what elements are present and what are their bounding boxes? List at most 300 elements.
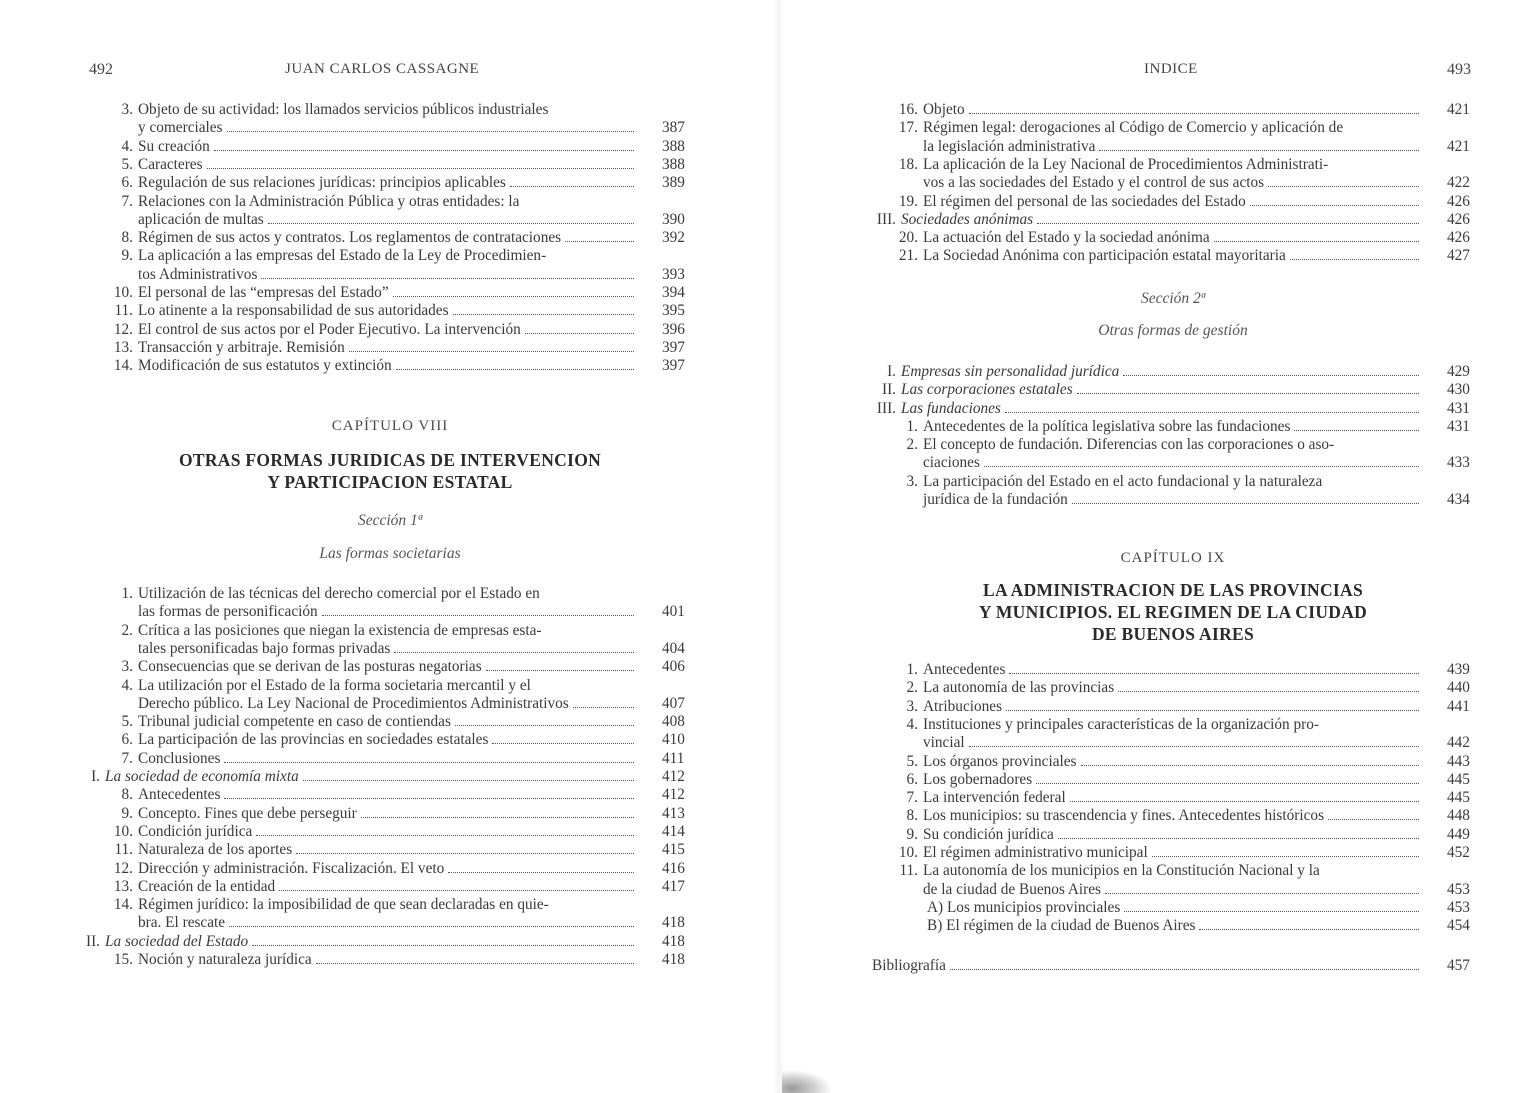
leader-dots bbox=[1009, 673, 1419, 674]
chapter-title: OTRAS FORMAS JURIDICAS DE INTERVENCION bbox=[178, 450, 602, 470]
entry-title: Sociedades anónimas bbox=[901, 210, 1034, 228]
toc-entry bbox=[906, 661, 1470, 679]
entry-number: 2. bbox=[906, 679, 918, 697]
entry-number: I. bbox=[91, 768, 100, 785]
leader-dots bbox=[1268, 186, 1419, 187]
leader-dots bbox=[950, 969, 1419, 970]
entry-title: las formas de personificación bbox=[138, 603, 318, 621]
entry-title: y comerciales bbox=[138, 119, 223, 137]
leader-dots bbox=[393, 296, 634, 297]
entry-page: 431 bbox=[1447, 399, 1470, 417]
entry-page: 452 bbox=[1447, 844, 1470, 861]
leader-dots bbox=[214, 150, 634, 151]
entry-number: 11. bbox=[114, 841, 133, 859]
entry-page: 421 bbox=[1447, 101, 1470, 118]
entry-text-line: La aplicación de la Ley Nacional de Procedimientos Administrati- bbox=[923, 155, 1329, 173]
right-page bbox=[768, 0, 1536, 1093]
entry-page: 443 bbox=[1447, 752, 1470, 770]
entry-number: 4. bbox=[906, 715, 918, 733]
entry-title: Los órganos provinciales bbox=[923, 752, 1077, 770]
entry-text-line: Utilización de las técnicas del derecho comercial por el Estado en bbox=[138, 585, 540, 602]
entry-title: Empresas sin personalidad jurídica bbox=[901, 363, 1120, 380]
section-title: Las formas societarias bbox=[319, 545, 461, 562]
section-label: Sección 2ª bbox=[1140, 290, 1206, 307]
leader-dots bbox=[453, 314, 634, 315]
toc-entry bbox=[121, 621, 685, 659]
leader-dots bbox=[279, 890, 634, 891]
entry-page: 426 bbox=[1447, 229, 1470, 247]
entry-title: la legislación administrativa bbox=[923, 137, 1096, 155]
entry-title: bra. El rescate bbox=[138, 914, 226, 932]
entry-number: 17. bbox=[898, 119, 918, 137]
entry-title: La Sociedad Anónima con participación estatal mayoritaria bbox=[923, 247, 1286, 265]
toc-entry bbox=[906, 436, 1470, 473]
entry-number: 10. bbox=[113, 284, 133, 301]
running-head: JUAN CARLOS CASSAGNE bbox=[285, 61, 480, 77]
entry-page: 410 bbox=[662, 731, 685, 749]
entry-page: 433 bbox=[1447, 454, 1470, 472]
entry-page: 396 bbox=[662, 320, 685, 338]
entry-title: jurídica de la fundación bbox=[923, 491, 1068, 509]
toc-entry bbox=[906, 679, 1470, 697]
entry-page: 392 bbox=[662, 229, 685, 247]
leader-dots bbox=[984, 466, 1419, 467]
toc-entry bbox=[113, 320, 685, 339]
entry-title: Creación de la entidad bbox=[138, 877, 276, 895]
entry-page: 395 bbox=[662, 302, 685, 320]
entry-page: 449 bbox=[1447, 825, 1470, 843]
entry-number: 4. bbox=[121, 676, 133, 694]
leader-dots bbox=[261, 278, 634, 279]
entry-title: Antecedentes bbox=[923, 661, 1006, 678]
entry-title: Los gobernadores bbox=[923, 770, 1033, 788]
toc-entry bbox=[906, 417, 1470, 436]
entry-page: 434 bbox=[1447, 491, 1470, 509]
entry-page: 397 bbox=[662, 357, 685, 375]
section-label: Sección 1ª bbox=[357, 512, 423, 529]
entry-page: 453 bbox=[1447, 880, 1470, 898]
entry-number: 16. bbox=[898, 101, 918, 118]
leader-dots bbox=[394, 652, 634, 653]
toc-entry bbox=[887, 363, 1470, 381]
entry-number: 11. bbox=[114, 302, 133, 320]
entry-page: 390 bbox=[662, 210, 685, 228]
chapter-label: CAPÍTULO IX bbox=[1120, 550, 1226, 566]
entry-title: tos Administrativos bbox=[138, 265, 258, 283]
entry-page: 426 bbox=[1447, 192, 1470, 210]
entry-number: 3. bbox=[906, 697, 918, 715]
entry-title: La participación de las provincias en sociedades estatales bbox=[138, 731, 489, 749]
entry-text-line: Régimen jurídico: la imposibilidad de que sean declaradas en quie- bbox=[138, 896, 549, 914]
leader-dots bbox=[969, 746, 1419, 747]
entry-title: El régimen del personal de las sociedades del Estado bbox=[923, 192, 1246, 210]
entry-title: de la ciudad de Buenos Aires bbox=[923, 880, 1101, 898]
leader-dots bbox=[565, 241, 634, 242]
entry-number: 3. bbox=[906, 472, 918, 490]
entry-title: Caracteres bbox=[138, 155, 203, 173]
entry-number: 14. bbox=[113, 357, 133, 375]
page-number: 493 bbox=[1447, 61, 1471, 78]
toc-entry bbox=[121, 155, 685, 174]
leader-dots bbox=[316, 963, 634, 964]
leader-dots bbox=[229, 926, 634, 927]
entry-page: 426 bbox=[1447, 210, 1470, 228]
leader-dots bbox=[1105, 893, 1419, 894]
toc-entry bbox=[113, 338, 685, 357]
toc-entry bbox=[113, 357, 685, 375]
toc-entry bbox=[121, 731, 685, 749]
leader-dots bbox=[573, 707, 634, 708]
entry-number: 5. bbox=[121, 155, 133, 173]
toc-entry bbox=[121, 192, 685, 230]
entry-number: III. bbox=[876, 210, 896, 228]
page-number: 492 bbox=[89, 61, 113, 78]
entry-title: Antecedentes de la política legislativa sobre las fundaciones bbox=[923, 417, 1291, 435]
leader-dots bbox=[396, 369, 634, 370]
entry-number: III. bbox=[876, 399, 896, 417]
entry-number: 6. bbox=[121, 174, 133, 192]
entry-title: Naturaleza de los aportes bbox=[138, 841, 293, 859]
toc-entry bbox=[121, 101, 685, 138]
toc-entry bbox=[906, 715, 1470, 753]
toc-entry bbox=[927, 898, 1470, 917]
entry-page: 417 bbox=[662, 877, 685, 895]
scan-shadow bbox=[782, 1070, 832, 1093]
entry-title: Su condición jurídica bbox=[923, 825, 1054, 843]
leader-dots bbox=[492, 743, 634, 744]
entry-page: 411 bbox=[662, 749, 685, 767]
toc-entry bbox=[906, 770, 1470, 789]
entry-number: 19. bbox=[898, 192, 918, 210]
toc-entry bbox=[114, 302, 685, 320]
toc-entry bbox=[898, 119, 1470, 156]
toc-entry bbox=[898, 101, 1470, 119]
entry-title: Las fundaciones bbox=[901, 399, 1001, 417]
toc-entry bbox=[898, 229, 1470, 247]
entry-page: 422 bbox=[1447, 174, 1470, 192]
entry-number: 15. bbox=[113, 951, 133, 968]
entry-number: 9. bbox=[906, 825, 918, 843]
entry-number: II. bbox=[85, 932, 100, 950]
entry-page: 430 bbox=[1447, 381, 1470, 399]
leader-dots bbox=[455, 725, 634, 726]
toc-entry bbox=[113, 951, 685, 969]
entry-number: 4. bbox=[121, 137, 133, 155]
toc-entry bbox=[121, 676, 685, 714]
leader-dots bbox=[1124, 911, 1419, 912]
entry-title: Transacción y arbitraje. Remisión bbox=[138, 338, 345, 356]
entry-number: 7. bbox=[906, 789, 918, 807]
entry-page: 441 bbox=[1447, 697, 1470, 715]
entry-number: 8. bbox=[121, 786, 133, 804]
entry-title: El control de sus actos por el Poder Ejecutivo. La intervención bbox=[138, 320, 521, 338]
toc-entry bbox=[113, 284, 685, 302]
entry-number: 20. bbox=[898, 229, 918, 247]
entry-page: 429 bbox=[1447, 363, 1470, 380]
entry-page: 439 bbox=[1447, 661, 1470, 678]
entry-number: 8. bbox=[121, 229, 133, 247]
entry-number: I. bbox=[887, 363, 896, 380]
leader-dots bbox=[1058, 838, 1419, 839]
entry-number: 3. bbox=[121, 658, 133, 676]
entry-page: 453 bbox=[1447, 898, 1470, 916]
section-title: Otras formas de gestión bbox=[1098, 322, 1248, 339]
entry-page: 440 bbox=[1447, 679, 1470, 697]
entry-number: 13. bbox=[113, 338, 133, 356]
entry-title: La sociedad del Estado bbox=[105, 932, 249, 950]
leader-dots bbox=[227, 131, 634, 132]
leader-dots bbox=[1081, 765, 1419, 766]
entry-title: Consecuencias que se derivan de las posturas negatorias bbox=[138, 658, 482, 676]
entry-page: 388 bbox=[662, 137, 685, 155]
entry-title: Su creación bbox=[138, 137, 210, 155]
entry-text-line: La aplicación a las empresas del Estado de la Ley de Procedimien- bbox=[138, 247, 547, 265]
entry-text-line: Objeto de su actividad: los llamados servicios públicos industriales bbox=[138, 101, 549, 118]
entry-title: Antecedentes bbox=[138, 786, 221, 804]
entry-title: Lo atinente a la responsabilidad de sus autoridades bbox=[138, 302, 449, 320]
entry-title: Objeto bbox=[923, 101, 965, 118]
entry-text-line: La participación del Estado en el acto fundacional y la naturaleza bbox=[923, 472, 1323, 490]
entry-title: tales personificadas bajo formas privadas bbox=[138, 639, 391, 657]
chapter-title: Y PARTICIPACION ESTATAL bbox=[267, 472, 513, 492]
entry-title: A) Los municipios provinciales bbox=[927, 898, 1121, 916]
leader-dots bbox=[256, 835, 634, 836]
toc-entry bbox=[121, 749, 685, 768]
leader-dots bbox=[268, 223, 634, 224]
entry-title: La sociedad de economía mixta bbox=[105, 768, 299, 785]
entry-page: 406 bbox=[662, 658, 685, 676]
leader-dots bbox=[448, 872, 634, 873]
toc-entry bbox=[114, 841, 685, 859]
entry-title: Noción y naturaleza jurídica bbox=[138, 951, 312, 968]
entry-title: Las corporaciones estatales bbox=[901, 381, 1073, 399]
entry-number: 21. bbox=[898, 247, 918, 265]
entry-page: 445 bbox=[1447, 770, 1470, 788]
entry-title: Condición jurídica bbox=[138, 822, 253, 840]
toc-entry bbox=[898, 155, 1470, 193]
book-gutter bbox=[774, 0, 784, 1093]
entry-title: vincial bbox=[923, 734, 965, 752]
entry-page: 387 bbox=[662, 119, 685, 137]
leader-dots bbox=[486, 670, 634, 671]
entry-page: 413 bbox=[662, 804, 685, 822]
toc-entry bbox=[91, 768, 685, 786]
entry-page: 394 bbox=[662, 284, 685, 301]
toc-entry bbox=[876, 399, 1470, 418]
toc-entry bbox=[113, 822, 685, 841]
toc-entry bbox=[121, 786, 685, 804]
entry-number: 3. bbox=[121, 101, 133, 118]
entry-title: La intervención federal bbox=[923, 789, 1066, 807]
toc-entry bbox=[898, 844, 1470, 862]
entry-page: 418 bbox=[662, 951, 685, 968]
toc-entry bbox=[906, 697, 1470, 716]
entry-page: 418 bbox=[662, 914, 685, 932]
entry-number: 5. bbox=[121, 713, 133, 731]
entry-title: Régimen de sus actos y contratos. Los reglamentos de contrataciones bbox=[138, 229, 562, 247]
entry-number: 11. bbox=[899, 862, 918, 880]
entry-page: 448 bbox=[1447, 807, 1470, 825]
toc-entry bbox=[898, 247, 1470, 265]
entry-title: Atribuciones bbox=[923, 697, 1003, 715]
entry-page: 412 bbox=[662, 768, 685, 785]
entry-number: 1. bbox=[906, 417, 918, 435]
leader-dots bbox=[1290, 259, 1419, 260]
entry-page: 442 bbox=[1447, 734, 1470, 752]
entry-title: Concepto. Fines que debe perseguir bbox=[138, 804, 357, 822]
entry-title: Dirección y administración. Fiscalización. El veto bbox=[138, 859, 445, 877]
entry-title: ciaciones bbox=[923, 454, 980, 472]
entry-page: 407 bbox=[662, 694, 685, 712]
entry-text-line: El concepto de fundación. Diferencias con las corporaciones o aso- bbox=[923, 436, 1335, 454]
leader-dots bbox=[224, 762, 634, 763]
leader-dots bbox=[1199, 929, 1419, 930]
entry-number: II. bbox=[881, 381, 896, 399]
toc-entry bbox=[906, 807, 1470, 825]
chapter-label: CAPÍTULO VIII bbox=[331, 418, 449, 434]
entry-page: 412 bbox=[662, 786, 685, 804]
entry-title: Modificación de sus estatutos y extinción bbox=[138, 357, 392, 375]
entry-page: 388 bbox=[662, 155, 685, 173]
leader-dots bbox=[361, 817, 634, 818]
entry-text-line: La autonomía de los municipios en la Constitución Nacional y la bbox=[923, 862, 1320, 880]
toc-entry bbox=[898, 192, 1470, 211]
leader-dots bbox=[1118, 691, 1419, 692]
entry-number: 5. bbox=[906, 752, 918, 770]
leader-dots bbox=[1328, 819, 1419, 820]
toc-entry bbox=[906, 472, 1470, 510]
leader-dots bbox=[1037, 223, 1419, 224]
leader-dots bbox=[1072, 503, 1419, 504]
toc-entry bbox=[121, 804, 685, 823]
leader-dots bbox=[1214, 241, 1419, 242]
toc-entry bbox=[121, 247, 685, 284]
entry-title: vos a las sociedades del Estado y el control de sus actos bbox=[923, 174, 1265, 192]
entry-page: 414 bbox=[662, 822, 685, 840]
entry-number: 7. bbox=[121, 192, 133, 210]
entry-page: 445 bbox=[1447, 789, 1470, 807]
entry-page: 431 bbox=[1447, 417, 1470, 435]
entry-number: 9. bbox=[121, 804, 133, 822]
bibliography-label: Bibliografía bbox=[872, 957, 946, 974]
leader-dots bbox=[207, 168, 634, 169]
entry-number: 10. bbox=[898, 844, 918, 861]
leader-dots bbox=[1099, 150, 1419, 151]
toc-entry bbox=[927, 917, 1470, 935]
leader-dots bbox=[349, 351, 634, 352]
running-head: INDICE bbox=[1144, 61, 1198, 77]
entry-text-line: Relaciones con la Administración Pública y otras entidades: la bbox=[138, 192, 520, 210]
toc-entry bbox=[121, 137, 685, 156]
entry-page: 393 bbox=[662, 265, 685, 283]
entry-title: Regulación de sus relaciones jurídicas: principios aplicables bbox=[138, 174, 506, 192]
entry-number: 6. bbox=[121, 731, 133, 749]
entry-number: 12. bbox=[113, 859, 133, 877]
entry-title: Conclusiones bbox=[138, 749, 221, 767]
entry-number: 2. bbox=[906, 436, 918, 454]
entry-number: 9. bbox=[121, 247, 133, 265]
entry-title: Tribunal judicial competente en caso de contiendas bbox=[138, 713, 451, 731]
entry-number: 18. bbox=[898, 155, 918, 173]
entry-page: 418 bbox=[662, 932, 685, 950]
entry-title: El personal de las “empresas del Estado” bbox=[138, 284, 389, 301]
leader-dots bbox=[1294, 430, 1419, 431]
entry-page: 408 bbox=[662, 713, 685, 731]
leader-dots bbox=[1070, 801, 1419, 802]
entry-number: 13. bbox=[113, 877, 133, 895]
entry-number: 1. bbox=[121, 585, 133, 602]
chapter-title: LA ADMINISTRACION DE LAS PROVINCIAS bbox=[982, 580, 1363, 600]
entry-title: La autonomía de las provincias bbox=[923, 679, 1115, 697]
entry-number: 1. bbox=[906, 661, 918, 678]
entry-page: 397 bbox=[662, 338, 685, 356]
toc-entry bbox=[121, 713, 685, 731]
entry-text-line: Instituciones y principales características de la organización pro- bbox=[923, 715, 1320, 733]
entry-page: 416 bbox=[662, 859, 685, 877]
leader-dots bbox=[1123, 375, 1419, 376]
chapter-title: Y MUNICIPIOS. EL REGIMEN DE LA CIUDAD bbox=[978, 602, 1368, 622]
entry-title: La actuación del Estado y la sociedad anónima bbox=[923, 229, 1210, 247]
leader-dots bbox=[1006, 710, 1419, 711]
toc-entry bbox=[899, 862, 1470, 899]
toc-entry bbox=[121, 174, 685, 192]
entry-number: 6. bbox=[906, 770, 918, 788]
leader-dots bbox=[1036, 783, 1419, 784]
leader-dots bbox=[252, 945, 634, 946]
entry-number: 8. bbox=[906, 807, 918, 825]
entry-number: 12. bbox=[113, 320, 133, 338]
entry-page: 404 bbox=[662, 639, 685, 657]
toc-entry bbox=[881, 381, 1470, 399]
toc-entry bbox=[121, 658, 685, 676]
leader-dots bbox=[1005, 412, 1419, 413]
leader-dots bbox=[525, 333, 634, 334]
entry-text-line: La utilización por el Estado de la forma societaria mercantil y el bbox=[138, 676, 531, 694]
leader-dots bbox=[1077, 393, 1419, 394]
leader-dots bbox=[322, 615, 634, 616]
toc-entry bbox=[113, 877, 685, 896]
toc-entry bbox=[121, 229, 685, 247]
entry-text-line: Régimen legal: derogaciones al Código de Comercio y aplicación de bbox=[923, 119, 1344, 137]
toc-entry bbox=[85, 932, 685, 951]
leader-dots bbox=[510, 186, 634, 187]
entry-text-line: Crítica a las posiciones que niegan la existencia de empresas esta- bbox=[138, 621, 542, 639]
entry-number: 2. bbox=[121, 621, 133, 639]
toc-entry bbox=[906, 789, 1470, 807]
leader-dots bbox=[296, 853, 634, 854]
toc-entry bbox=[906, 752, 1470, 771]
toc-entry bbox=[906, 825, 1470, 844]
entry-page: 389 bbox=[662, 174, 685, 192]
leader-dots bbox=[1152, 856, 1419, 857]
entry-title: B) El régimen de la ciudad de Buenos Aires bbox=[927, 917, 1196, 935]
entry-page: 401 bbox=[662, 603, 685, 621]
entry-title: aplicación de multas bbox=[138, 210, 264, 228]
entry-page: 421 bbox=[1447, 137, 1470, 155]
chapter-title: DE BUENOS AIRES bbox=[1091, 624, 1255, 644]
entry-number: 10. bbox=[113, 822, 133, 840]
entry-page: 427 bbox=[1447, 247, 1470, 265]
leader-dots bbox=[303, 780, 634, 781]
toc-entry bbox=[876, 210, 1470, 229]
entry-number: 7. bbox=[121, 749, 133, 767]
leader-dots bbox=[969, 113, 1419, 114]
toc-entry bbox=[121, 585, 685, 622]
entry-title: Los municipios: su trascendencia y fines. Antecedentes históricos bbox=[923, 807, 1325, 825]
toc-entry bbox=[113, 859, 685, 878]
entry-title: Derecho público. La Ley Nacional de Procedimientos Administrativos bbox=[138, 694, 569, 712]
leader-dots bbox=[224, 798, 634, 799]
